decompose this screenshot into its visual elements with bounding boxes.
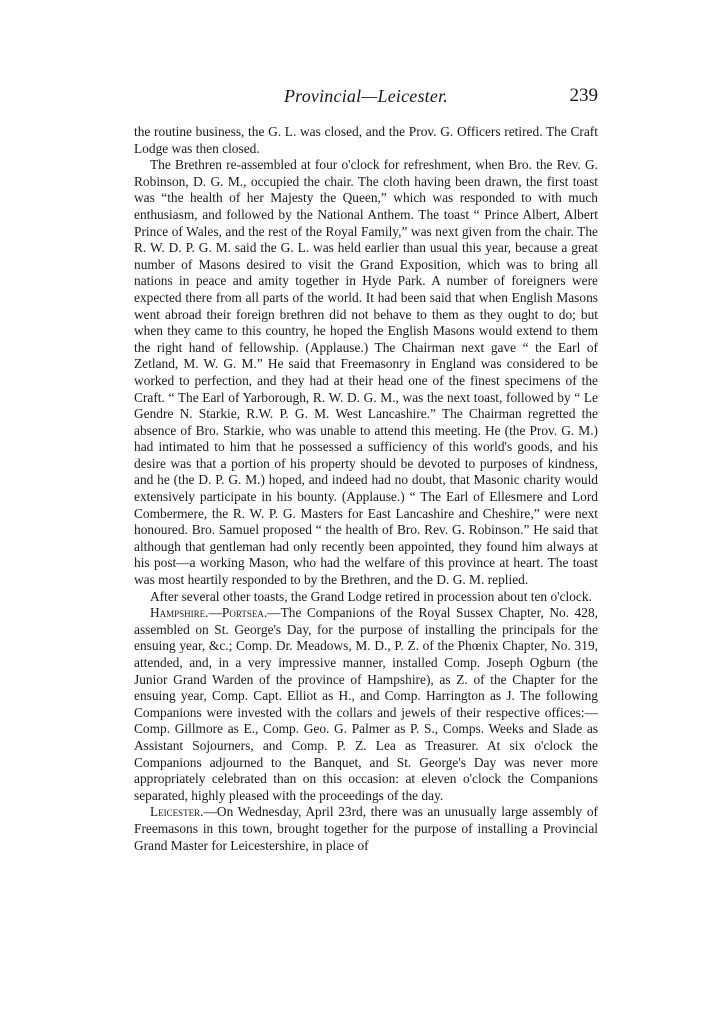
section-lead-hampshire: Hampshire.—Portsea.— — [150, 605, 281, 621]
paragraph-hampshire: Hampshire.—Portsea.—The Companions of the Royal Sussex Chapter, No. 428, assembled on St. George's Day, for the purpose of installing the principals for the ensuing year, &c.; Comp. Dr. Meadows, M. D., P. Z. of the Phœnix Chapter, No. 319, attended, and, in a very impressive manner, installed Comp. Joseph Ogburn (the Junior Grand Warden of the province of Hampshire), as Z. of the Chapter for the ensuing year, Comp. Capt. Elliot as H., and Comp. Harrington as J. The following Companions were invested with the collars and jewels of their respective offices:—Comp. Gillmore as E., Comp. Geo. G. Palmer as P. S., Comps. Weeks and Slade as Assistant Sojourners, and Comp. P. Z. Lea as Treasurer. At six o'clock the Companions adjourned to the Banquet, and St. George's Day was never more appropriately celebrated than on this occasion: at eleven o'clock the Companions separated, highly pleased with the proceedings of the day. — [134, 605, 598, 803]
body-text — [134, 124, 598, 854]
paragraph-procession: After several other toasts, the Grand Lodge retired in procession about ten o'clock. — [150, 588, 592, 604]
running-title: Provincial—Leicester. — [283, 86, 448, 106]
paragraph-continuation: the routine business, the G. L. was closed, and the Prov. G. Officers retired. The Craft Lodge was then closed. — [134, 124, 598, 156]
running-head — [134, 86, 598, 110]
paragraph-refreshment: The Brethren re-assembled at four o'clock for refreshment, when Bro. the Rev. G. Robinson, D. G. M., occupied the chair. The cloth having been drawn, the first toast was “the health of her Majesty the Queen,” which was responded to with much enthusiasm, and followed by the National Anthem. The toast “ Prince Albert, Albert Prince of Wales, and the rest of the Royal Family,” was next given from the chair. The R. W. D. P. G. M. said the G. L. was held earlier than usual this year, because a great number of Masons desired to visit the Grand Exposition, which was to bring all nations in peace and amity together in Hyde Park. A number of foreigners were expected there from all parts of the world. It had been said that when English Masons went abroad their foreign brethren did not behave to them as they ought to do; but when they came to this country, he hoped the English Masons would extend to them the right hand of fellowship. (Applause.) The Chairman next gave “ the Earl of Zetland, M. W. G. M.” He said that Freemasonry in England was considered to be worked to perfection, and they had at their head one of the finest specimens of the Craft. “ The Earl of Yarborough, R. W. D. G. M., was the next toast, followed by “ Le Gendre N. Starkie, R.W. P. G. M. West Lancashire.” The Chairman regretted the absence of Bro. Starkie, who was unable to attend this meeting. He (the Prov. G. M.) had intimated to him that he possessed a sufficiency of this world's goods, and his desire was that a portion of his property should be devoted to purposes of kindness, and he (the D. P. G. M.) hoped, and indeed had no doubt, that Masonic charity would extensively participate in his bounty. (Applause.) “ The Earl of Ellesmere and Lord Combermere, the R. W. P. G. Masters for East Lancashire and Cheshire,” were next honoured. Bro. Samuel proposed “ the health of Bro. Rev. G. Robinson.” He said that although that gentleman had only recently been appointed, they found him always at his post—a working Mason, who had the welfare of this province at heart. The toast was most heartily responded to by the Brethren, and the D. G. M. replied. — [134, 157, 598, 588]
paragraph-leicester: Leicester.—On Wednesday, April 23rd, there was an unusually large assembly of Freemasons in this town, brought together for the purpose of installing a Provincial Grand Master for Leicestershire, in place of — [134, 804, 598, 853]
section-lead-leicester: Leicester.— — [150, 804, 217, 820]
page-number: 239 — [569, 85, 598, 106]
